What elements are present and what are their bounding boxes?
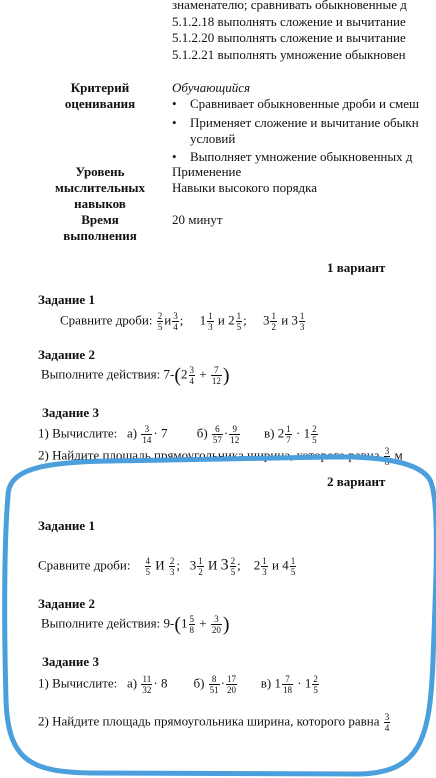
fraction: $\frac{3}{14}$ (142, 424, 152, 445)
fraction: $\frac{1}{3}$ (208, 311, 213, 332)
variant2-title: 2 вариант (327, 474, 386, 489)
fraction: $\frac{7}{12}$ (211, 365, 221, 386)
v1-task3-row1: 1) Вычислите: а) $\frac{3}{14}$ · 7 б) $\frac{6}{57}$ · $\frac{9}{12}$ в) 2 $\frac{1}{7}$ · 1 $\frac{2}{5}$ (38, 424, 317, 445)
standard-line-2: 5.1.2.20 выполнять сложение и вычитание (172, 30, 406, 45)
fraction: $\frac{9}{12}$ (230, 424, 240, 445)
fraction: $\frac{2}{5}$ (313, 674, 318, 695)
v1-task3-row2: 2) Найдите площадь прямоугольника ширина, которого равна $\frac{3}{8}$ м (38, 446, 403, 467)
fraction: $\frac{1}{2}$ (271, 311, 276, 332)
fraction: $\frac{2}{5}$ (157, 311, 163, 332)
v1-task3-q1: 1) Вычислите: (38, 425, 118, 441)
fraction: $\frac{1}{3}$ (262, 556, 267, 577)
v1-task2-title: Задание 2 (38, 347, 95, 362)
v2-task3-title: Задание 3 (42, 654, 99, 669)
fraction: $\frac{3}{4}$ (173, 311, 178, 332)
v2-task1-title: Задание 1 (38, 518, 95, 533)
fraction: $\frac{3}{20}$ (211, 614, 221, 635)
v2-task1-text: Сравните дроби: (38, 557, 131, 573)
fraction: $\frac{11}{32}$ (142, 674, 152, 695)
fraction: $\frac{3}{4}$ (189, 365, 195, 386)
v1-task2-text: Выполните действия: 7- (41, 366, 175, 382)
v1-task1-title: Задание 1 (38, 292, 95, 307)
time-label-1: Время (81, 212, 119, 227)
level-label-1: Уровень (75, 164, 125, 179)
v2-task2-row: Выполните действия: 9-(1 $\frac{5}{8}$ + $\frac{3}{20}$ ) (41, 613, 230, 636)
v1-task3-title: Задание 3 (42, 405, 99, 420)
fraction: $\frac{17}{20}$ (227, 674, 237, 695)
fraction: $\frac{3}{4}$ (384, 712, 390, 733)
variant1-title: 1 вариант (327, 260, 386, 275)
level-label-2: мыслительных (54, 180, 146, 195)
fraction: $\frac{2}{5}$ (312, 424, 317, 445)
level-label-3: навыков (74, 196, 126, 211)
fraction: $\frac{1}{3}$ (299, 311, 305, 332)
criteria-bullet-2: • Применяет сложение и вычитание обыкн (190, 115, 419, 131)
v1-task2-row: Выполните действия: 7-(2 $\frac{3}{4}$ + $\frac{7}{12}$ ) (41, 364, 230, 387)
v2-task3-row1: 1) Вычислите: а) $\frac{11}{32}$ · 8 б) $\frac{8}{51}$ · $\frac{17}{20}$ в) 1 $\frac{7}{18}$ · 1 $\frac{2}{5}$ (38, 674, 318, 695)
fraction: $\frac{2}{5}$ (230, 556, 236, 577)
standard-line-0: знаменателю; сравнивать обыкновенные д (172, 0, 407, 12)
v2-task2-title: Задание 2 (38, 596, 95, 611)
criteria-label-1: Критерий (70, 80, 130, 95)
level-value-2: Навыки высокого порядка (172, 180, 318, 195)
fraction: $\frac{1}{5}$ (236, 311, 242, 332)
criteria-bullet-3: • Выполняет умножение обыкновенных д (190, 149, 413, 165)
criteria-label-2: оценивания (64, 96, 136, 111)
fraction: $\frac{2}{3}$ (169, 556, 175, 577)
fraction: $\frac{5}{8}$ (189, 614, 195, 635)
fraction: $\frac{1}{5}$ (290, 556, 296, 577)
time-label-2: выполнения (63, 228, 137, 243)
v1-task3-q2: 2) Найдите площадь прямоугольника ширина, которого равна (38, 447, 380, 463)
fraction: $\frac{7}{18}$ (282, 674, 292, 695)
fraction: $\frac{4}{5}$ (145, 556, 150, 577)
criteria-bullet-2-cont: условий (190, 131, 236, 146)
fraction: $\frac{8}{51}$ (209, 674, 219, 695)
v2-task2-text: Выполните действия: 9- (41, 615, 175, 631)
time-value: 20 минут (172, 212, 223, 227)
standard-line-1: 5.1.2.18 выполнять сложение и вычитание (172, 14, 406, 29)
fraction: $\frac{1}{7}$ (286, 424, 291, 445)
fraction: $\frac{6}{57}$ (212, 424, 222, 445)
fraction: $\frac{3}{8}$ (384, 446, 390, 467)
criteria-bullet-1: • Сравнивает обыкновенные дроби и смеш (190, 96, 419, 112)
criteria-learner: Обучающийся (172, 80, 251, 95)
fraction: $\frac{1}{2}$ (198, 556, 203, 577)
level-value-1: Применение (172, 164, 242, 179)
standard-line-3: 5.1.2.21 выполнять умножение обыкновен (172, 47, 406, 62)
v2-task1-row: Сравните дроби: $\frac{4}{5}$ И $\frac{2}{3}$ ; 3 $\frac{1}{2}$ И 3 $\frac{2}{5}$ ; 2 $\frac{1}{3}$ и 4 $\frac{1}{5}$ (38, 556, 296, 577)
v2-task3-q2: 2) Найдите площадь прямоугольника ширина, которого равна (38, 713, 380, 729)
v2-task3-q1: 1) Вычислите: (38, 675, 118, 691)
v1-task1-text: Сравните дроби: (60, 312, 153, 328)
v1-task1-row: Сравните дроби: $\frac{2}{5}$ и $\frac{3}{4}$ ; 1 $\frac{1}{3}$ и 2 $\frac{1}{5}$ ; 3 $\frac{1}{2}$ и 3 $\frac{1}{3}$ (60, 311, 305, 332)
v2-task3-row2 (38, 712, 391, 733)
